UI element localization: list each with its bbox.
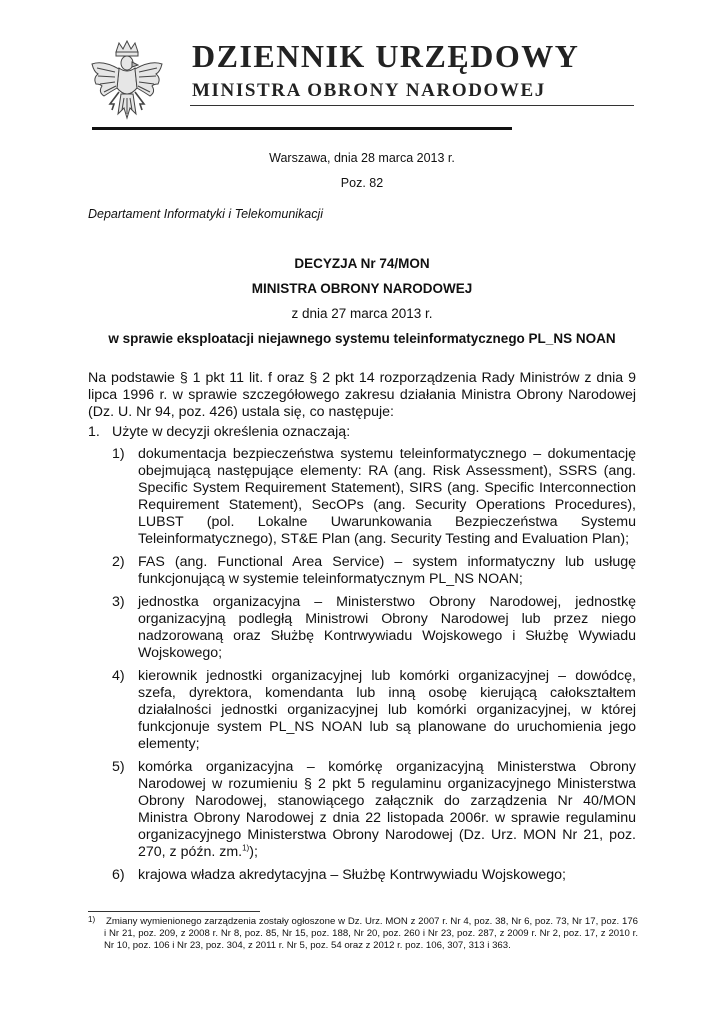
header-rule-thick bbox=[92, 127, 512, 130]
footnote-reference[interactable]: 1) bbox=[242, 843, 250, 853]
list-item bbox=[88, 554, 636, 588]
list-item bbox=[88, 594, 636, 662]
journal-subtitle: MINISTRA OBRONY NARODOWEJ bbox=[192, 80, 546, 101]
decision-title: DECYZJA Nr 74/MON bbox=[294, 256, 430, 271]
item-number: 4) bbox=[112, 668, 125, 684]
document-body bbox=[88, 370, 636, 890]
decision-subject: w sprawie eksploatacji niejawnego systemu teleinformatycznego PL_NS NOAN bbox=[108, 331, 616, 346]
department: Departament Informatyki i Telekomunikacji bbox=[88, 207, 324, 221]
masthead bbox=[88, 38, 636, 130]
item-number: 1) bbox=[112, 446, 125, 462]
paragraph-number: 1. bbox=[88, 424, 100, 440]
item-text-tail: ); bbox=[249, 844, 258, 860]
polish-eagle-icon bbox=[88, 38, 166, 124]
header-rule-thin bbox=[190, 105, 634, 106]
list-item bbox=[88, 446, 636, 548]
definitions-list bbox=[88, 446, 636, 884]
decision-date: z dnia 27 marca 2013 r. bbox=[291, 306, 433, 321]
decision-issuer: MINISTRA OBRONY NARODOWEJ bbox=[251, 281, 473, 296]
item-text: krajowa władza akredytacyjna – Służbę Kontrwywiadu Wojskowego; bbox=[138, 867, 566, 883]
footnote-text: Zmiany wymienionego zarządzenia zostały ogłoszone w Dz. Urz. MON z 2007 r. Nr 4, poz. 38, Nr 6, poz. 73, Nr 17, poz. 176 i Nr 21, poz. 209, z 2008 r. Nr 8, poz. 85, Nr 15, poz. 188, Nr 20, poz. 260 i Nr 23, poz. 287, z 2009 r. Nr 2, poz. 17, z 2010 r. Nr 10, poz. 106 i Nr 23, poz. 304, z 2011 r. Nr 5, poz. 54 oraz z 2012 r. poz. 106, 307, 313 i 363. bbox=[104, 916, 638, 951]
position-number: Poz. 82 bbox=[340, 176, 384, 190]
paragraph-text: Użyte w decyzji określenia oznaczają: bbox=[112, 424, 351, 440]
footnote-mark: 1) bbox=[88, 915, 96, 924]
item-text: kierownik jednostki organizacyjnej lub komórki organizacyjnej – dowódcę, szefa, dyrektora, komendanta lub inną osobę kierującą całokształtem działalności jednostki organizacyjnej lub komórki organizacyjnej, w której funkcjonuje system PL_NS NOAN lub są planowane do uruchomienia jego elementy; bbox=[138, 668, 636, 752]
journal-title: DZIENNIK URZĘDOWY bbox=[192, 38, 580, 74]
item-text: komórka organizacyjna – komórkę organizacyjną Ministerstwa Obrony Narodowej w rozumieniu § 2 pkt 5 regulaminu organizacyjnego Ministerstwa Obrony Narodowej, stanowiącego załącznik do zarządzenia Nr 40/MON Ministra Obrony Narodowej z dnia 22 listopada 2006r. w sprawie regulaminu organizacyjnego Ministerstwa Obrony Narodowej (Dz. Urz. MON Nr 21, poz. 270, z późn. zm. bbox=[138, 759, 636, 860]
list-item bbox=[88, 759, 636, 861]
item-number: 3) bbox=[112, 594, 125, 610]
list-item bbox=[88, 867, 636, 884]
footnote-separator bbox=[88, 911, 260, 912]
item-number: 6) bbox=[112, 867, 125, 883]
legal-basis: Na podstawie § 1 pkt 11 lit. f oraz § 2 pkt 14 rozporządzenia Rady Ministrów z dnia 9 lipca 1996 r. w sprawie szczegółowego zakresu działania Ministra Obrony Narodowej (Dz. U. Nr 94, poz. 426) ustala się, co następuje: bbox=[88, 370, 636, 420]
item-number: 5) bbox=[112, 759, 125, 775]
list-item bbox=[88, 668, 636, 753]
footnote bbox=[88, 916, 638, 952]
item-text: jednostka organizacyjna – Ministerstwo Obrony Narodowej, jednostkę organizacyjną podległą Ministrowi Obrony Narodowej lub przez niego nadzorowaną oraz Służbę Kontrwywiadu Wojskowego i Służbę Wywiadu Wojskowego; bbox=[138, 594, 636, 661]
item-text: dokumentacja bezpieczeństwa systemu teleinformatycznego – dokumentację obejmującą następujące elementy: RA (ang. Risk Assessment), SSRS (ang. Specific System Requirement Statement), SIRS (ang. Specific Interconnection Requirement Statement), SecOPs (ang. Security Operations Procedures), LUBST (pol. Lokalne Uwarunkowania Bezpieczeństwa Systemu Teleinformatycznego), ST&E Plan (ang. Security Testing and Evaluation Plan); bbox=[138, 446, 636, 547]
place-date: Warszawa, dnia 28 marca 2013 r. bbox=[269, 151, 455, 165]
paragraph-1 bbox=[88, 424, 636, 441]
item-text: FAS (ang. Functional Area Service) – system informatyczny lub usługę funkcjonującą w systemie teleinformatycznym PL_NS NOAN; bbox=[138, 554, 636, 587]
item-number: 2) bbox=[112, 554, 125, 570]
